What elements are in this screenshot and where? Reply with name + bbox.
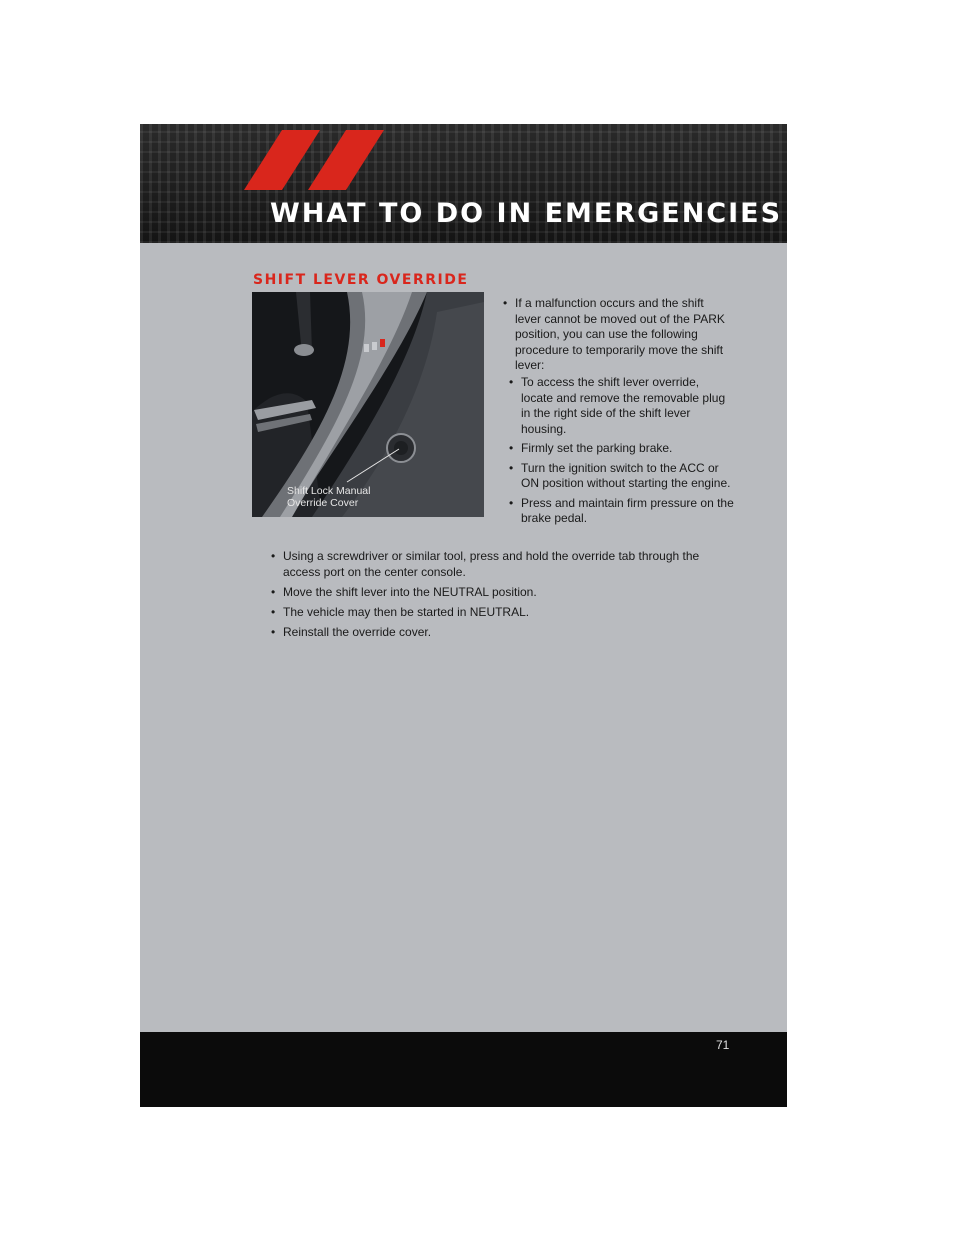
list-item: • The vehicle may then be started in NEUTRAL.: [271, 605, 731, 621]
section-header-banner: [140, 124, 787, 243]
manual-page: [140, 124, 787, 1107]
list-item: • Reinstall the override cover.: [271, 625, 731, 641]
section-heading: SHIFT LEVER OVERRIDE: [253, 272, 469, 288]
shift-lever-photo: [252, 292, 484, 517]
brand-stripes-logo: [244, 130, 384, 192]
list-item: • Turn the ignition switch to the ACC or ON position without starting the engine.: [509, 461, 734, 492]
console-illustration: [252, 292, 484, 517]
list-item: • If a malfunction occurs and the shift lever cannot be moved out of the PARK position, you can use the following procedure to temporarily move the shift lever:: [503, 296, 733, 374]
list-item: • Using a screwdriver or similar tool, press and hold the override tab through the access port on the center console.: [271, 549, 731, 580]
procedure-step-list: [509, 375, 734, 531]
caption-line-1: Shift Lock Manual: [287, 485, 371, 497]
photo-caption: [287, 485, 417, 509]
list-item: • Firmly set the parking brake.: [509, 441, 734, 457]
page-number: 71: [716, 1038, 730, 1052]
caption-line-2: Override Cover: [287, 497, 359, 509]
override-step-list: [271, 549, 731, 645]
list-item: • Move the shift lever into the NEUTRAL position.: [271, 585, 731, 601]
page-title: WHAT TO DO IN EMERGENCIES: [270, 198, 783, 229]
list-item: • Press and maintain firm pressure on the brake pedal.: [509, 496, 734, 527]
list-item: • To access the shift lever override, locate and remove the removable plug in the right side of the shift lever housing.: [509, 375, 734, 437]
page-footer: [140, 1032, 787, 1107]
intro-bullet-list: [503, 296, 733, 374]
